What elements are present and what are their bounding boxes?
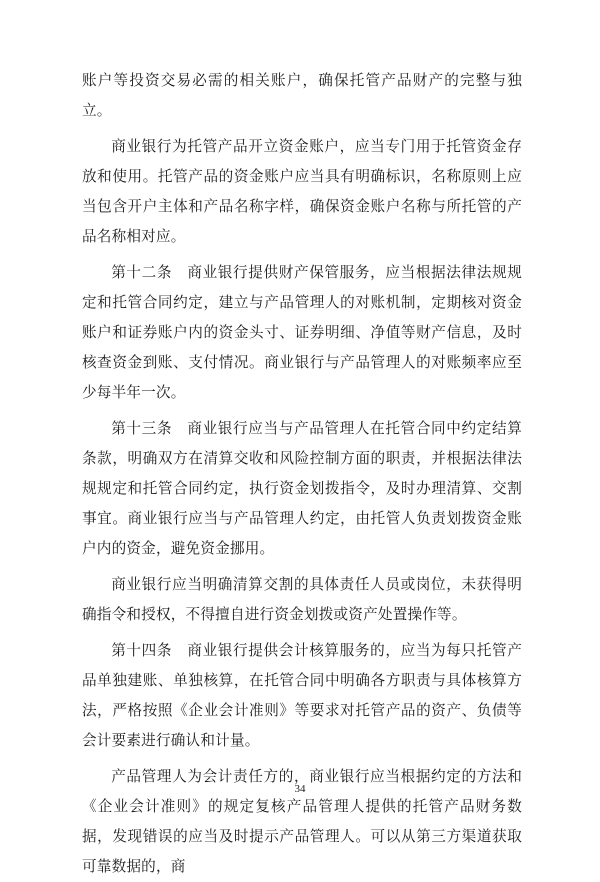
paragraph-article-12: 第十二条 商业银行提供财产保管服务，应当根据法律法规规定和托管合同约定，建立与产品管理人的对账机制，定期核对资金账户和证券账户内的资金头寸、证券明细、净值等财产信息，及时核查资金到账、支付情况。商业银行与产品管理人的对账频率应至少每半年一次。 — [82, 264, 522, 401]
paragraph-fund-account: 商业银行为托管产品开立资金账户，应当专门用于托管资金存放和使用。托管产品的资金账户应当具有明确标识，名称原则上应当包含开户主体和产品名称字样，确保资金账户名称与所托管的产品名称相对应。 — [82, 138, 522, 245]
paragraph-article-13: 第十三条 商业银行应当与产品管理人在托管合同中约定结算条款，明确双方在清算交收和风险控制方面的职责，并根据法律法规规定和托管合同约定，执行资金划拨指令，及时办理清算、交割事宜。商业银行应当与产品管理人约定，由托管人负责划拨资金账户内的资金，避免资金挪用。 — [82, 420, 522, 557]
document-body — [82, 66, 522, 882]
paragraph-accounting-responsibility: 产品管理人为会计责任方的，商业银行应当根据约定的方法和《企业会计准则》的规定复核产品管理人提供的托管产品财务数据，发现错误的应当及时提示产品管理人。可以从第三方渠道获取可靠数据的，商 — [82, 768, 522, 875]
page-number: 34 — [294, 783, 306, 795]
paragraph-article-14: 第十四条 商业银行提供会计核算服务的，应当为每只托管产品单独建账、单独核算，在托管合同中明确各方职责与具体核算方法，严格按照《企业会计准则》等要求对托管产品的资产、负债等会计要素进行确认和计量。 — [82, 642, 522, 749]
paragraph-continuation: 账户等投资交易必需的相关账户，确保托管产品财产的完整与独立。 — [82, 72, 522, 119]
paragraph-clearing-personnel: 商业银行应当明确清算交割的具体责任人员或岗位，未获得明确指令和授权，不得擅自进行资金划拨或资产处置操作等。 — [82, 576, 522, 623]
